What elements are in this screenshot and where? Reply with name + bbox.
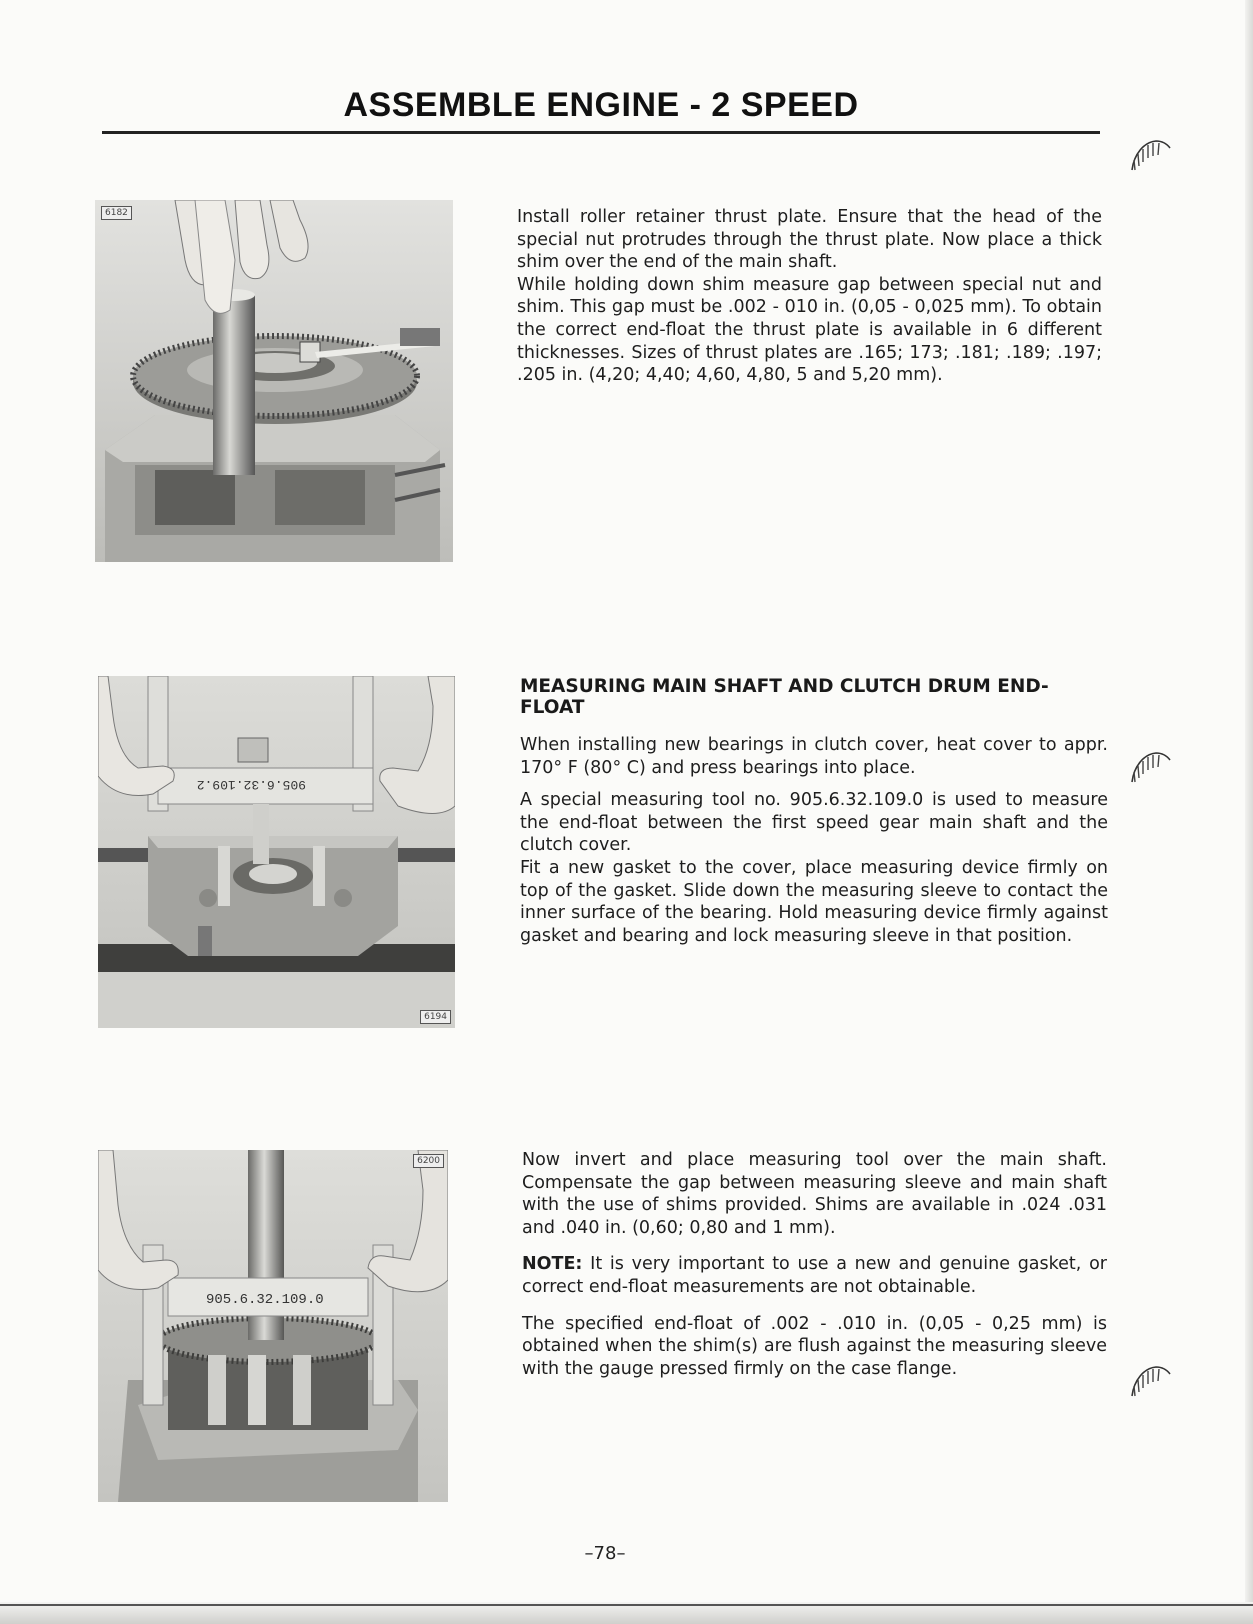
binder-hole-mark-top — [1128, 136, 1172, 174]
section1-text — [517, 206, 1102, 387]
section2-paragraph-3: Fit a new gasket to the cover, place measuring device firmly on top of the gasket. Slide down the measuring sleeve to contact the inner surface of the bearing. Hold measuring device firmly against gasket and bearing and lock measuring sleeve in that position. — [520, 857, 1108, 946]
binder-hole-mark-bottom — [1128, 1362, 1172, 1400]
section1-paragraph-1: Install roller retainer thrust plate. Ensure that the head of the special nut protrudes through the thrust plate. Now place a thick shim over the end of the main shaft. — [517, 207, 1102, 273]
section2-paragraph-1: When installing new bearings in clutch cover, heat cover to appr. 170° F (80° C) and press bearings into place. — [520, 735, 1108, 778]
photo-measuring-tool-on-cover — [98, 676, 455, 1028]
photo-thrust-plate-install — [95, 200, 453, 562]
title-rule — [102, 131, 1100, 134]
page-title: ASSEMBLE ENGINE - 2 SPEED — [343, 86, 859, 124]
note-label: NOTE: — [522, 1254, 583, 1275]
binder-hole-mark-middle — [1128, 748, 1172, 786]
page-edge-shadow — [1245, 0, 1253, 1624]
section1-paragraph-2: While holding down shim measure gap between special nut and shim. This gap must be .002 - 010 in. (0,05 - 0,025 mm). To obtain the correct end-float the thrust plate is available in 6 different thicknesses. Sizes of thrust plates are .165; 173; .181; .189; .197; .205 in. (4,20; 4,40; 4,60, 4,80, 5 and 5,20 mm). — [517, 274, 1102, 386]
section3-note — [522, 1253, 1107, 1298]
figure-label: 6194 — [420, 1010, 451, 1024]
figure-label: 6200 — [413, 1154, 444, 1168]
tool-stamp: 905.6.32.109.0 — [206, 1292, 324, 1308]
section2-text — [520, 734, 1108, 947]
note-text: It is very important to use a new and genuine gasket, or correct end-float measurements are not obtainable. — [522, 1254, 1107, 1297]
page-bottom-line — [0, 1604, 1253, 1606]
section3-paragraph-1: Now invert and place measuring tool over the main shaft. Compensate the gap between measuring sleeve and main shaft with the use of shims provided. Shims are available in .024 .031 and .040 in. (0,60; 0,80 and 1 mm). — [522, 1150, 1107, 1238]
section2-paragraph-2: A special measuring tool no. 905.6.32.109.0 is used to measure the end-float between the first speed gear main shaft and the clutch cover. — [520, 790, 1108, 856]
section3-text — [522, 1149, 1107, 1380]
section3-closing: The specified end-float of .002 - .010 in. (0,05 - 0,25 mm) is obtained when the shim(s) are flush against the measuring sleeve with the gauge pressed firmly on the case flange. — [522, 1313, 1107, 1379]
tool-stamp-inverted: 905.6.32.109.2 — [196, 777, 306, 792]
section2-heading: MEASURING MAIN SHAFT AND CLUTCH DRUM END-FLOAT — [520, 676, 1049, 718]
photo-inverted-measuring-tool — [98, 1150, 448, 1502]
page-number: –78– — [584, 1543, 626, 1564]
figure-label: 6182 — [101, 206, 132, 220]
